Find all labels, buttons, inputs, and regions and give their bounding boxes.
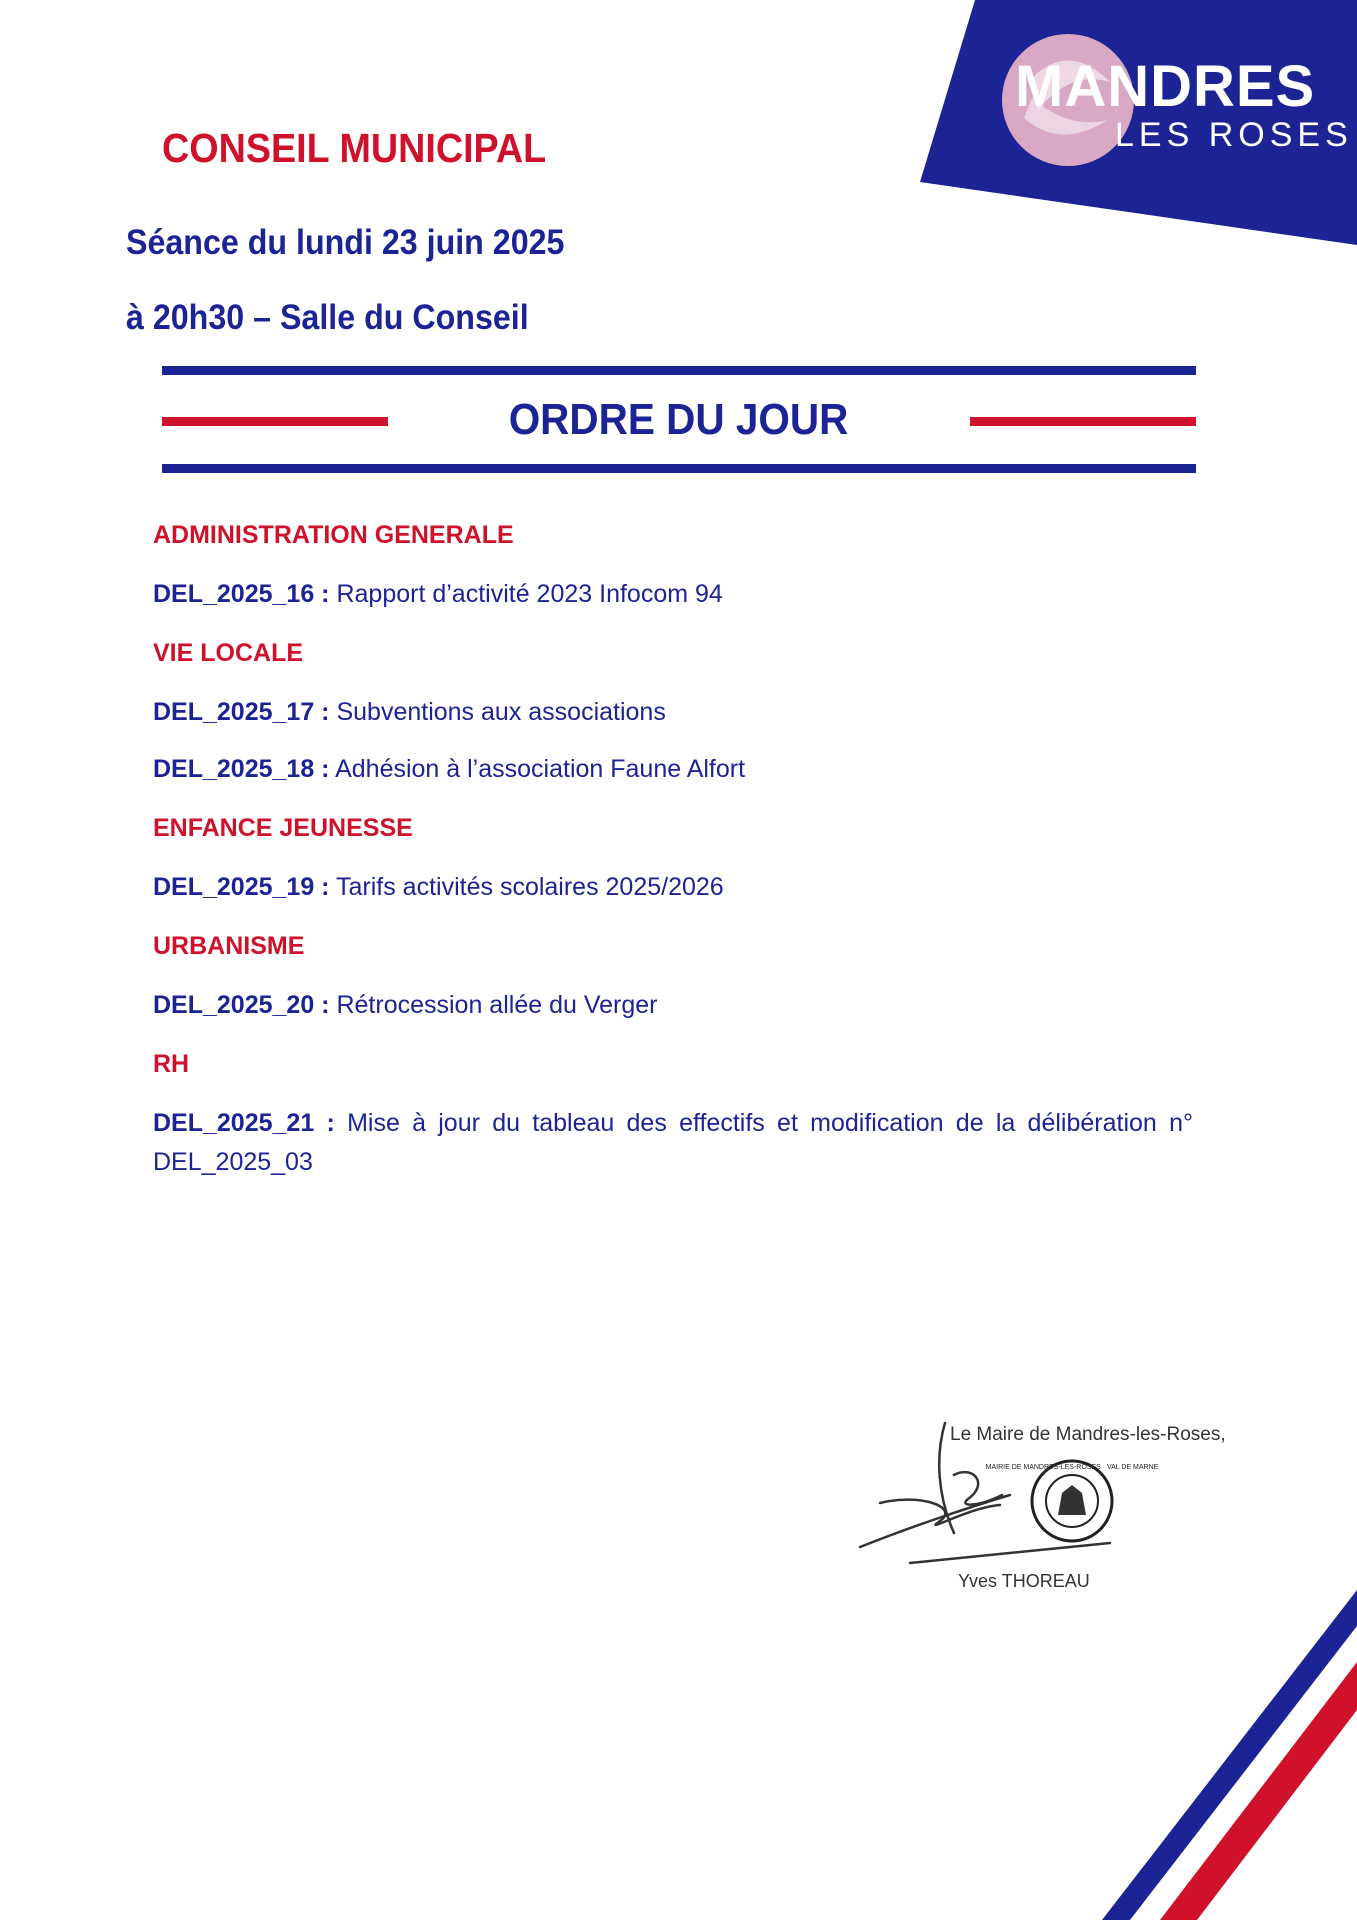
section-heading: URBANISME (153, 932, 305, 960)
item-text: Rapport d’activité 2023 Infocom 94 (329, 580, 723, 608)
item-code: DEL_2025_17 : (153, 698, 330, 726)
rule-bottom (162, 464, 1196, 473)
item-text: Adhésion à l’association Faune Alfort (329, 755, 746, 783)
section-heading: VIE LOCALE (153, 639, 304, 667)
item-text: Mise à jour du tableau des effectifs et modification de la délibération n° (334, 1109, 1193, 1137)
page-title: CONSEIL MUNICIPAL (162, 125, 547, 171)
signature-and-stamp (850, 1415, 1159, 1575)
agenda-title: ORDRE DU JOUR (508, 395, 849, 444)
logo-brand-text: MANDRES (1015, 54, 1316, 119)
logo-subtitle-text: LES ROSES (1115, 116, 1353, 154)
item-text: Subventions aux associations (329, 698, 666, 726)
official-stamp (986, 1461, 1159, 1541)
item-text: Rétrocession allée du Verger (329, 991, 658, 1019)
agenda-item (153, 700, 666, 725)
signature-title: Le Maire de Mandres-les-Roses, (950, 1424, 1226, 1445)
tricolor-stripes (1100, 1590, 1357, 1920)
item-code: DEL_2025_19 : (153, 873, 330, 901)
session-place: à 20h30 – Salle du Conseil (126, 298, 529, 337)
session-date: Séance du lundi 23 juin 2025 (126, 223, 565, 262)
agenda-item (153, 757, 745, 782)
agenda-item (153, 1111, 1193, 1136)
item-code: DEL_2025_21 : (153, 1109, 335, 1137)
agenda-item (153, 993, 657, 1018)
agenda-item (153, 582, 723, 607)
signature-name: Yves THOREAU (958, 1571, 1090, 1591)
agenda-item-continuation: DEL_2025_03 (153, 1148, 313, 1176)
item-code: DEL_2025_20 : (153, 991, 330, 1019)
section-heading: RH (153, 1050, 190, 1078)
item-code: DEL_2025_16 : (153, 580, 330, 608)
section-heading: ENFANCE JEUNESSE (153, 814, 413, 842)
agenda-item (153, 875, 724, 900)
rule-top (162, 366, 1196, 375)
section-heading: ADMINISTRATION GENERALE (153, 521, 514, 549)
item-text: Tarifs activités scolaires 2025/2026 (329, 873, 724, 901)
item-code: DEL_2025_18 : (153, 755, 330, 783)
svg-text:MAIRIE DE MANDRES-LES-ROSES ·: MAIRIE DE MANDRES-LES-ROSES · VAL DE MARNE (985, 1464, 1159, 1471)
